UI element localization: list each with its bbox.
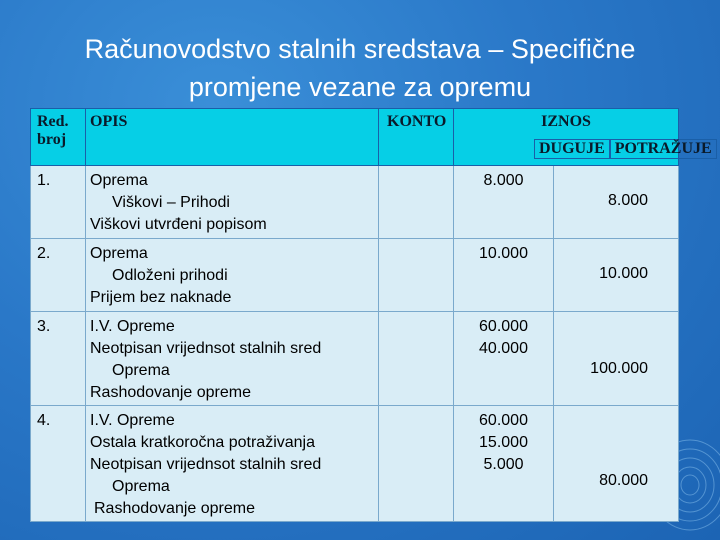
slide-title bbox=[0, 30, 720, 106]
row-number: 4. bbox=[31, 406, 86, 522]
table-row bbox=[31, 312, 679, 406]
duguje-value: 8.000 bbox=[483, 172, 524, 189]
duguje-value: 15.000 bbox=[479, 434, 528, 451]
header-konto-label: KONTO bbox=[387, 113, 447, 130]
opis-line: Viškovi – Prihodi bbox=[112, 194, 230, 211]
row-konto bbox=[379, 239, 454, 312]
duguje-value: 5.000 bbox=[483, 456, 524, 473]
header-iznos-label: IZNOS bbox=[541, 113, 591, 130]
row-konto bbox=[379, 166, 454, 239]
title-line-1: Računovodstvo stalnih sredstava – Specifične bbox=[84, 34, 636, 64]
row-duguje bbox=[454, 312, 554, 406]
header-opis-label: OPIS bbox=[90, 113, 128, 130]
header-broj: broj bbox=[37, 131, 67, 148]
duguje-value: 60.000 bbox=[479, 318, 528, 335]
header-opis bbox=[86, 109, 379, 166]
duguje-value: 60.000 bbox=[479, 412, 528, 429]
opis-line: Rashodovanje opreme bbox=[94, 500, 255, 517]
row-potrazuje: 80.000 bbox=[554, 406, 679, 522]
header-row bbox=[31, 109, 679, 166]
opis-line: Neotpisan vrijednsot stalnih sred bbox=[90, 456, 322, 473]
duguje-value: 10.000 bbox=[479, 245, 528, 262]
row-opis bbox=[86, 239, 379, 312]
table-row bbox=[31, 166, 679, 239]
opis-line: Viškovi utvrđeni popisom bbox=[90, 216, 267, 233]
row-opis bbox=[86, 312, 379, 406]
opis-line: Rashodovanje opreme bbox=[90, 384, 251, 401]
opis-line: Odloženi prihodi bbox=[112, 267, 228, 284]
header-konto bbox=[379, 109, 454, 166]
row-konto bbox=[379, 312, 454, 406]
header-iznos bbox=[454, 109, 712, 166]
row-potrazuje: 8.000 bbox=[554, 166, 679, 239]
opis-line: Neotpisan vrijednsot stalnih sred bbox=[90, 340, 322, 357]
row-potrazuje: 100.000 bbox=[554, 312, 679, 406]
header-red-broj bbox=[31, 109, 86, 166]
accounting-table bbox=[30, 108, 712, 522]
row-number: 3. bbox=[31, 312, 86, 406]
table-row bbox=[31, 239, 679, 312]
opis-line: Oprema bbox=[90, 245, 148, 262]
header-red: Red. bbox=[37, 113, 69, 130]
row-number: 2. bbox=[31, 239, 86, 312]
row-number: 1. bbox=[31, 166, 86, 239]
table-row bbox=[31, 406, 679, 522]
opis-line: I.V. Opreme bbox=[90, 318, 175, 335]
title-line-2: promjene vezane za opremu bbox=[188, 72, 532, 102]
header-potrazuje: POTRAŽUJE bbox=[610, 139, 717, 159]
row-opis bbox=[86, 166, 379, 239]
row-duguje bbox=[454, 406, 554, 522]
opis-line: Oprema bbox=[112, 362, 170, 379]
row-potrazuje: 10.000 bbox=[554, 239, 679, 312]
row-opis bbox=[86, 406, 379, 522]
opis-line: Ostala kratkoročna potraživanja bbox=[90, 434, 315, 451]
row-duguje bbox=[454, 239, 554, 312]
duguje-value: 40.000 bbox=[479, 340, 528, 357]
row-konto bbox=[379, 406, 454, 522]
header-duguje: DUGUJE bbox=[534, 139, 610, 159]
opis-line: Oprema bbox=[90, 172, 148, 189]
opis-line: I.V. Opreme bbox=[90, 412, 175, 429]
row-duguje bbox=[454, 166, 554, 239]
opis-line: Prijem bez naknade bbox=[90, 289, 232, 306]
opis-line: Oprema bbox=[112, 478, 170, 495]
